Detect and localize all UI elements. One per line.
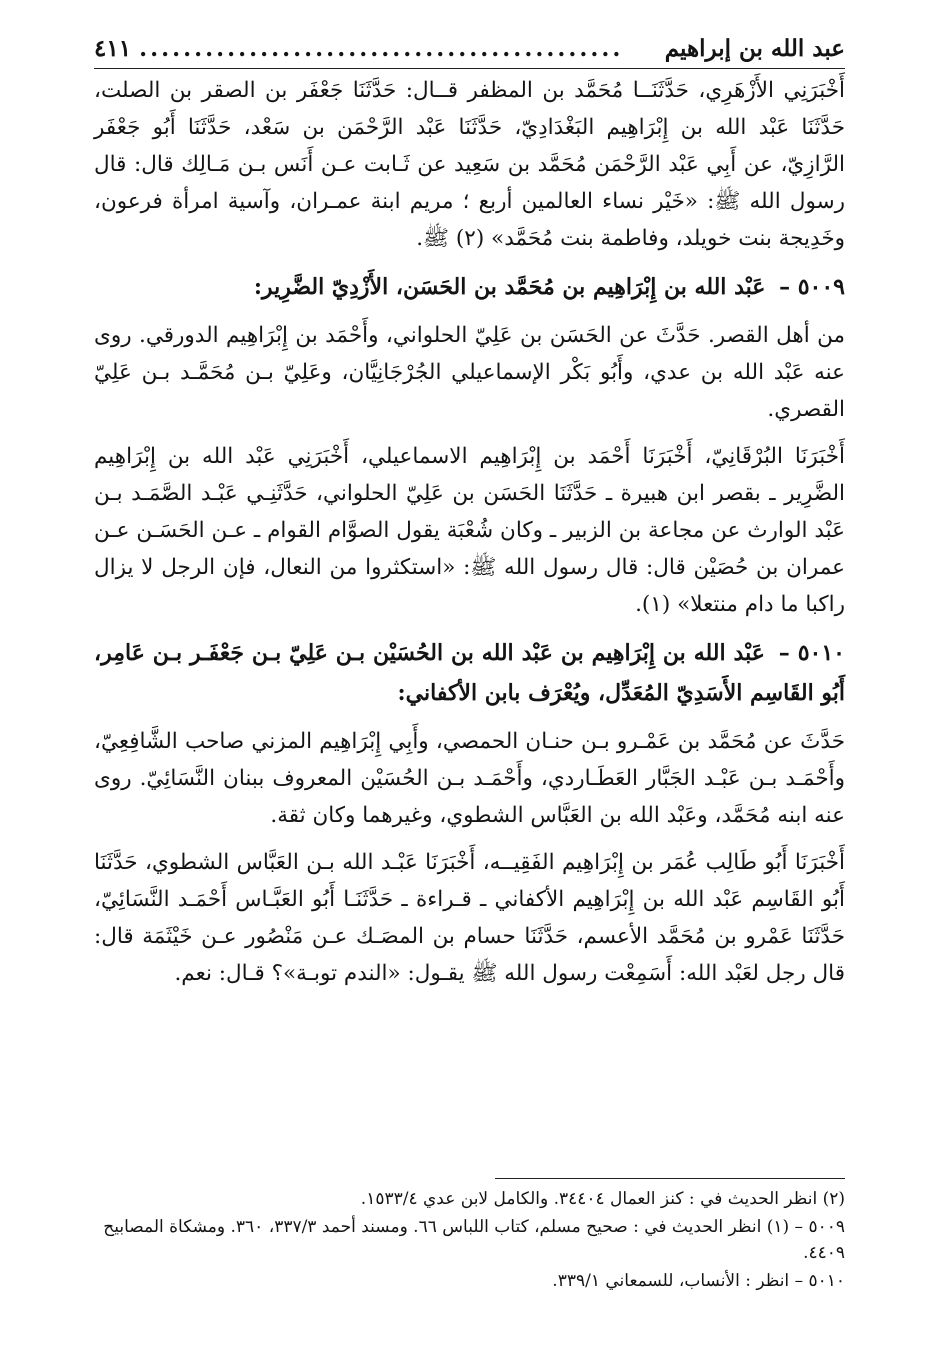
running-head-leader: ............................................ (139, 34, 624, 62)
main-text (94, 72, 845, 1002)
footnote: (٢) انظر الحديث في : كنز العمال ٣٤٤٠٤. والكامل لابن عدي ١٥٣٣/٤. (360, 1189, 845, 1209)
paragraph: أَخْبَرَنَا أَبُو طَالِب عُمَر بن إِبْرَاهِيم الفَقِيــه، أَخْبَرَنَا عَبْـد الله بـن العَبَّاس الشطوي، حَدَّثَنَا أَبُو القَاسِم عَبْد الله بن إِبْرَاهِيم الأكفاني ـ قـراءة ـ حَدَّثَنَـا أَبُو العَبَّـاس أَحْمَـد النَّسَائِيّ، حَدَّثَنَا عَمْرو بن مُحَمَّد الأعسم، حَدَّثَنَا حسام بن المصَـك عـن مَنْصُور عـن خَيْثَمَة قال: قال رجل لعَبْد الله: أَسَمِعْت رسول الله ﷺ يقـول: «الندم توبـة»؟ قـال: نعم. (94, 850, 845, 986)
entry-heading (94, 267, 845, 307)
running-head (94, 28, 845, 69)
entry-number: ٥٠١٠ – (778, 640, 845, 666)
entry-title: عَبْد الله بن إِبْرَاهِيم بن عَبْد الله بن الحُسَيْن بـن عَلِيّ بـن جَعْفَـر بـن عَامِر، أَبُو القَاسِم الأَسَدِيّ المُعَدِّل، ويُعْرَف بابن الأكفاني: (94, 640, 845, 706)
footnote-separator (495, 1178, 845, 1179)
running-head-title: عبد الله بن إبراهيم (664, 34, 845, 62)
entry-heading (94, 633, 845, 713)
paragraph: من أهل القصر. حَدَّثَ عن الحَسَن بن عَلِيّ الحلواني، وأَحْمَد بن إِبْرَاهِيم الدورقي. روى عنه عَبْد الله بن عدي، وأَبُو بَكْر الإسماعيلي الجُرْجَانِيَّان، وعَلِيّ بـن مُحَمَّـد بـن عَلِيّ القصري. (94, 323, 845, 422)
paragraph: أَخْبَرَنَا البُرْقَانِيّ، أَخْبَرَنَا أَحْمَد بن إِبْرَاهِيم الاسماعيلي، أَخْبَرَنِي عَبْد الله بن إِبْرَاهِيم الضَّرِير ـ بقصر ابن هبيرة ـ حَدَّثَنَا الحَسَن بن عَلِيّ الحلواني، حَدَّثَنِـي عَبْـد الصَّمَـد بـن عَبْد الوارث عن مجاعة بن الزبير ـ وكان شُعْبَة يقول الصوَّام القوام ـ عـن الحَسَـن عـن عمران بن حُصَيْن قال: قال رسول الله ﷺ: «استكثروا من النعال، فإن الرجل لا يزال راكبا ما دام منتعلا» (١). (94, 444, 845, 617)
entry-title: عَبْد الله بن إِبْرَاهِيم بن مُحَمَّد بن الحَسَن، الأَزْدِيّ الضَّرِير: (253, 274, 766, 300)
page-number: ٤١١ (94, 34, 132, 62)
footnote: ٥٠٠٩ – (١) انظر الحديث في : صحيح مسلم، كتاب اللباس ٦٦. ومسند أحمد ٣٣٧/٣، ٣٦٠. ومشكاة المصابيح ٤٤٠٩. (103, 1217, 845, 1263)
paragraph: أَخْبَرَنِي الأَزْهَرِي، حَدَّثَنَــا مُحَمَّد بن المظفر قــال: حَدَّثَنَا جَعْفَر بن الصقر بن الصلت، حَدَّثَنَا عَبْد الله بن إِبْرَاهِيم البَغْدَادِيّ، حَدَّثَنَا عَبْد الرَّحْمَن بن سَعْد، حَدَّثَنَا أَبُو جَعْفَر الرَّازِيّ، عن أَبِي عَبْد الرَّحْمَن مُحَمَّد بن سَعِيد عن ثَـابت عـن أَنَس بـن مَـالِك قال: قال رسول الله ﷺ: «خَيْر نساء العالمين أربع ؛ مريم ابنة عمـران، وآسية امرأة فرعون، وخَدِيجة بنت خويلد، وفاطمة بنت مُحَمَّد» (٢) ﷺ. (94, 78, 845, 251)
footnote: ٥٠١٠ – انظر : الأنساب، للسمعاني ٣٣٩/١. (552, 1271, 845, 1291)
paragraph: حَدَّثَ عن مُحَمَّد بن عَمْـرو بـن حنـان الحمصي، وأَبِي إِبْرَاهِيم المزني صاحب الشَّافِعِيّ، وأَحْمَـد بـن عَبْـد الجَبَّار العَطَـاردي، وأَحْمَـد بـن الحُسَيْن المعروف ببنان النَّسَائِيّ. روى عنه ابنه مُحَمَّد، وعَبْد الله بن العَبَّاس الشطوي، وغيرهما وكان ثقة. (94, 729, 845, 828)
footnotes (94, 1186, 845, 1296)
entry-number: ٥٠٠٩ – (779, 274, 845, 300)
